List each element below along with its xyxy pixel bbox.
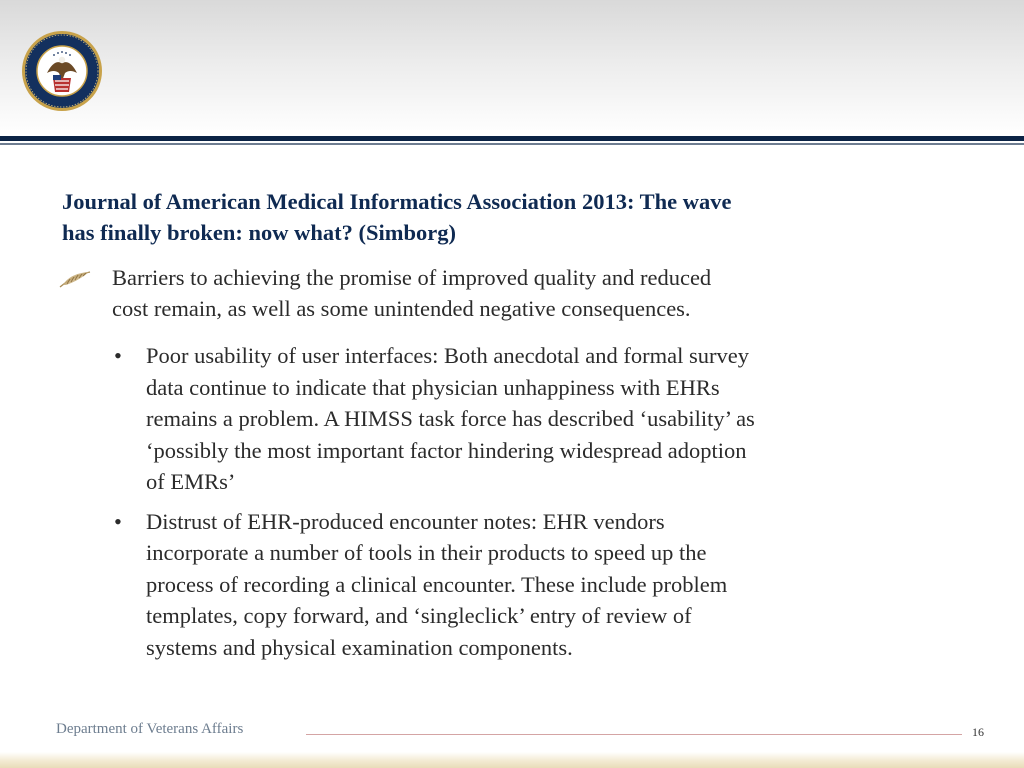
page-number: 16	[972, 725, 984, 739]
footer-band	[0, 752, 1024, 768]
header-band	[0, 0, 1024, 136]
level1-line: Barriers to achieving the promise of improved quality and reduced	[112, 265, 712, 290]
footer-divider	[306, 734, 962, 735]
bullet-dot-icon: •	[114, 508, 122, 534]
bullet-line: data continue to indicate that physician unhappiness with EHRs	[146, 374, 720, 400]
bullet-line: systems and physical examination components.	[146, 634, 573, 660]
slide-heading	[62, 186, 962, 248]
bullet-line: of EMRs’	[146, 469, 236, 494]
slide-heading-line: has finally broken: now what? (Simborg)	[62, 220, 457, 245]
bullet-line: process of recording a clinical encounter. These include problem	[146, 571, 728, 597]
level1-bullet-text	[112, 262, 942, 324]
va-seal-icon	[21, 30, 103, 112]
header-divider	[0, 136, 1024, 141]
bullet-line: templates, copy forward, and ‘singleclick’ entry of review of	[146, 603, 692, 628]
bullet-line: Poor usability of user interfaces: Both anecdotal and formal survey	[146, 343, 749, 368]
bullet-line: incorporate a number of tools in their products to speed up the	[146, 540, 707, 565]
bullet-line: remains a problem. A HIMSS task force has described ‘usability’ as	[146, 406, 755, 431]
bullet-line: ‘possibly the most important factor hindering widespread adoption	[146, 437, 747, 463]
sub-bullet-usability	[114, 340, 964, 498]
quill-bullet-icon	[58, 270, 92, 290]
sub-bullet-distrust	[114, 506, 964, 664]
slide-heading-line: Journal of American Medical Informatics Association 2013: The wave	[62, 189, 732, 214]
bullet-line: Distrust of EHR-produced encounter notes: EHR vendors	[146, 508, 665, 534]
header-divider-secondary	[0, 143, 1024, 145]
sub-bullet-list	[114, 340, 964, 671]
bullet-dot-icon: •	[114, 343, 122, 368]
footer-department: Department of Veterans Affairs	[56, 721, 244, 737]
level1-line: cost remain, as well as some unintended negative consequences.	[112, 296, 691, 321]
